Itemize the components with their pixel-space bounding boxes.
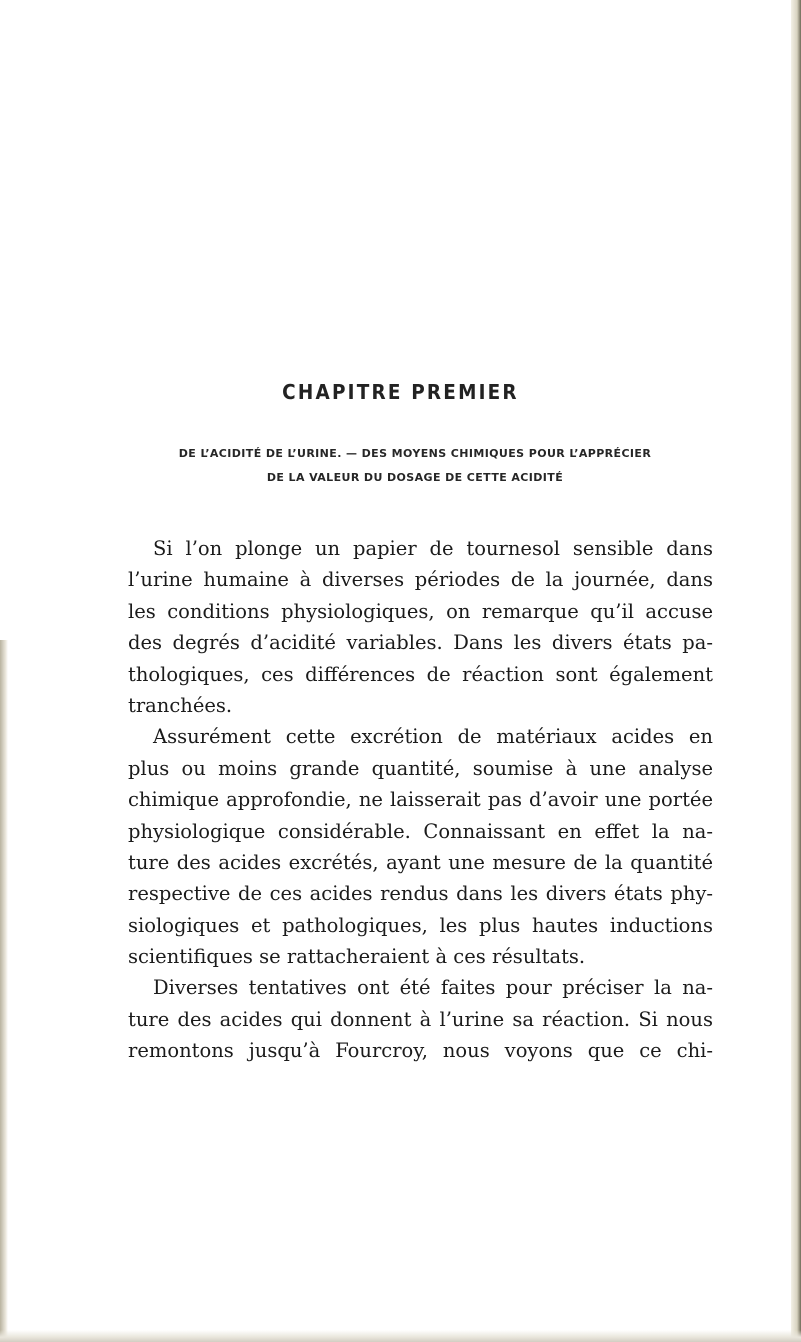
text-line: ture des acides qui donnent à l’urine sa réaction. Si nous	[128, 1007, 713, 1031]
text-line: remontons jusqu’à Fourcroy, nous voyons que ce chi-	[128, 1039, 713, 1063]
chapter-title: CHAPITRE PREMIER	[282, 380, 519, 404]
text-line: scientifiques se rattacheraient à ces résultats.	[128, 945, 586, 969]
text-line: respective de ces acides rendus dans les divers états phy-	[128, 882, 713, 906]
text-line: Si l’on plonge un papier de tournesol sensible dans	[153, 537, 713, 560]
text-line: les conditions physiologiques, on remarque qu’il accuse	[128, 599, 713, 623]
text-line: tranchées.	[128, 693, 233, 717]
text-line: l’urine humaine à diverses périodes de la journée, dans	[128, 568, 713, 592]
body-text	[128, 533, 713, 1067]
text-line: physiologique considérable. Connaissant en effet la na-	[128, 819, 713, 843]
text-line: Diverses tentatives ont été faites pour préciser la na-	[153, 976, 713, 1000]
text-line: des degrés d’acidité variables. Dans les divers états pa-	[128, 631, 713, 655]
page-bottom-edge	[0, 1330, 801, 1342]
text-line: plus ou moins grande quantité, soumise à une analyse	[128, 756, 713, 780]
page-left-shadow	[0, 640, 8, 1342]
text-line: ture des acides excrétés, ayant une mesure de la quantité	[128, 850, 713, 874]
text-line: thologiques, ces différences de réaction sont également	[128, 662, 713, 686]
text-line: Assurément cette excrétion de matériaux acides en	[153, 725, 713, 749]
text-line: siologiques et pathologiques, les plus hautes inductions	[128, 913, 713, 937]
text-line: chimique approfondie, ne laisserait pas d’avoir une portée	[128, 788, 713, 812]
page-right-edge	[791, 0, 801, 1342]
chapter-subtitle-line-2: DE LA VALEUR DU DOSAGE DE CETTE ACIDITÉ	[266, 471, 564, 484]
chapter-subtitle-line-1: DE L’ACIDITÉ DE L’URINE. — DES MOYENS CHIMIQUES POUR L’APPRÉCIER	[178, 447, 652, 460]
